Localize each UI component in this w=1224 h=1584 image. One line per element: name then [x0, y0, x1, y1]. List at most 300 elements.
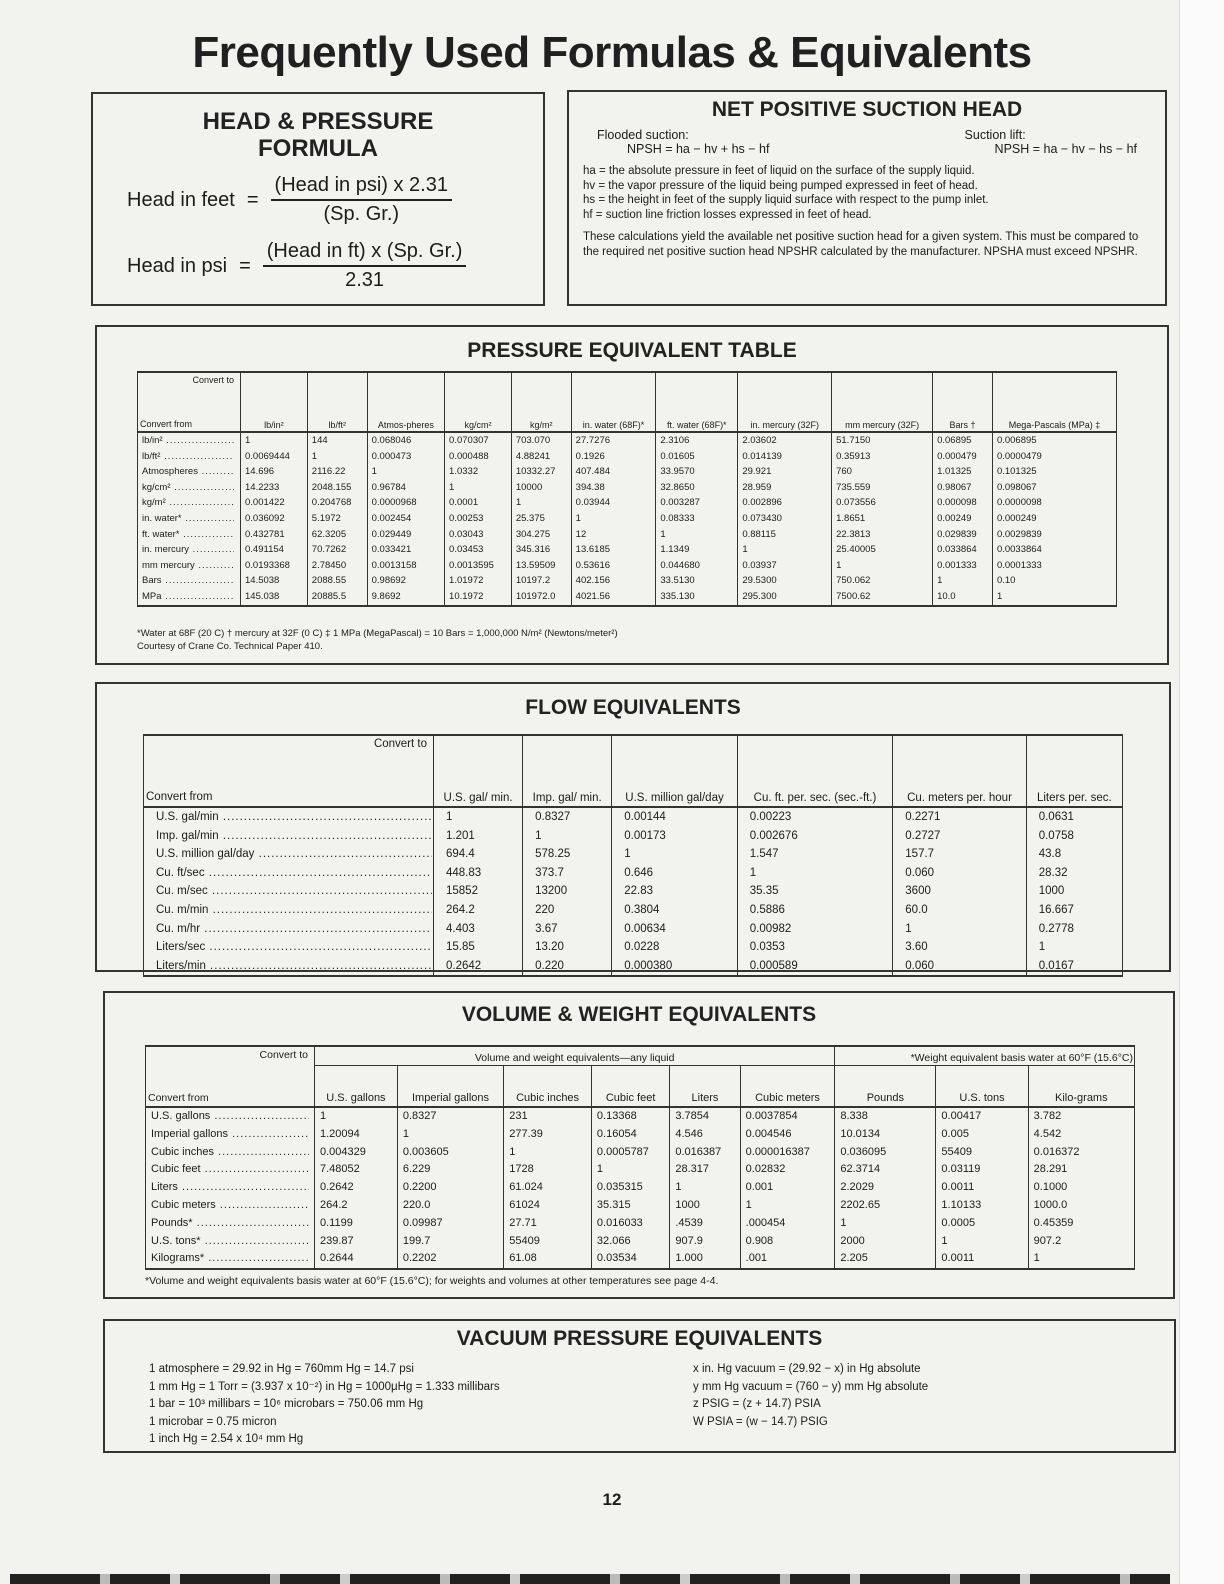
table-cell: 0.0000479: [992, 449, 1116, 465]
table-cell: 2.3106: [656, 432, 738, 449]
table-cell: 1.8651: [832, 511, 933, 527]
table-cell: 61.08: [504, 1250, 592, 1269]
row-label: Liters .....: [151, 1180, 309, 1196]
vacuum-box: [103, 1319, 1176, 1453]
table-cell: 0.00144: [612, 807, 738, 827]
row-label: MPa .....: [142, 590, 234, 604]
table-cell: .4539: [670, 1215, 740, 1233]
table-row: [144, 901, 1123, 920]
row-label: Cubic inches .....: [151, 1145, 309, 1161]
column-header: Mega-Pascals (MPa) ‡: [992, 372, 1116, 432]
table-cell: 394.38: [571, 480, 656, 496]
table-row: [144, 827, 1123, 846]
table-cell: 0.002896: [738, 495, 832, 511]
table-cell: 0.0005: [936, 1215, 1028, 1233]
table-cell: 0.016372: [1028, 1144, 1134, 1162]
table-cell: 10.0134: [835, 1126, 936, 1144]
table-row: [144, 807, 1123, 827]
head-pressure-heading: [93, 108, 543, 162]
row-label-cell: [144, 920, 434, 939]
table-cell: 373.7: [523, 864, 612, 883]
row-label: lb/ft² .....: [142, 450, 234, 464]
head-in-feet-formula: [127, 174, 452, 226]
row-label-cell: [138, 495, 241, 511]
table-cell: 0.45359: [1028, 1215, 1134, 1233]
table-cell: 62.3714: [835, 1161, 936, 1179]
table-cell: 0.029839: [933, 527, 993, 543]
table-cell: 0.0013158: [367, 558, 444, 574]
table-row: [146, 1233, 1135, 1251]
table-row: [144, 864, 1123, 883]
table-cell: 1.547: [737, 845, 893, 864]
column-header: Cubic feet: [591, 1066, 669, 1108]
table-cell: 1: [315, 1107, 398, 1126]
table-cell: 0.000488: [445, 449, 512, 465]
column-header: Imp. gal/ min.: [523, 735, 612, 807]
table-cell: 0.03937: [738, 558, 832, 574]
table-cell: 1: [740, 1197, 835, 1215]
table-cell: 907.9: [670, 1233, 740, 1251]
row-label-cell: [146, 1197, 315, 1215]
table-cell: 1: [656, 527, 738, 543]
vacuum-equivalence: x in. Hg vacuum = (29.92 − x) in Hg absolute: [693, 1363, 921, 1375]
table-cell: 277.39: [504, 1126, 592, 1144]
table-cell: 1000: [1026, 882, 1122, 901]
table-cell: 703.070: [511, 432, 571, 449]
table-cell: 0.0001: [445, 495, 512, 511]
table-cell: 70.7262: [307, 542, 367, 558]
row-label: Imp. gal/min .....: [156, 828, 432, 845]
table-cell: 61024: [504, 1197, 592, 1215]
table-cell: 295.300: [738, 589, 832, 606]
table-row: [138, 464, 1117, 480]
head-pressure-box: [91, 92, 545, 306]
table-cell: 1: [612, 845, 738, 864]
row-label-cell: [138, 542, 241, 558]
table-cell: 0.00173: [612, 827, 738, 846]
table-row: [146, 1215, 1135, 1233]
table-cell: 9.8692: [367, 589, 444, 606]
table-cell: 10332.27: [511, 464, 571, 480]
table-cell: 907.2: [1028, 1233, 1134, 1251]
flow-table-body: [144, 807, 1123, 976]
vacuum-equivalence: y mm Hg vacuum = (760 − y) mm Hg absolute: [693, 1380, 929, 1393]
table-cell: 0.002454: [367, 511, 444, 527]
corner-convert-from: Convert from: [140, 419, 193, 429]
table-cell: 0.068046: [367, 432, 444, 449]
table-cell: 1: [835, 1215, 936, 1233]
table-cell: 14.2233: [241, 480, 308, 496]
table-cell: 60.0: [893, 901, 1026, 920]
table-cell: 1.10133: [936, 1197, 1028, 1215]
table-cell: 1: [738, 542, 832, 558]
corner-convert-from: Convert from: [148, 1092, 209, 1104]
table-cell: 0.2642: [434, 957, 523, 977]
table-cell: 0.0029839: [992, 527, 1116, 543]
table-cell: 0.491154: [241, 542, 308, 558]
table-cell: 144: [307, 432, 367, 449]
table-cell: 0.03043: [445, 527, 512, 543]
table-cell: 0.001422: [241, 495, 308, 511]
column-header: lb/ft²: [307, 372, 367, 432]
table-cell: 0.0167: [1026, 957, 1122, 977]
table-row: [144, 845, 1123, 864]
table-cell: 32.8650: [656, 480, 738, 496]
table-cell: 0.2271: [893, 807, 1026, 827]
table-cell: 0.06895: [933, 432, 993, 449]
pressure-footnote-line2: Courtesy of Crane Co. Technical Paper 410.: [137, 641, 323, 652]
suction-lift-formula: NPSH = ha − hv − hs − hf: [994, 142, 1137, 156]
table-cell: 28.32: [1026, 864, 1122, 883]
table-cell: 1: [1026, 938, 1122, 957]
table-cell: 448.83: [434, 864, 523, 883]
column-header: U.S. gallons: [315, 1066, 398, 1108]
vacuum-equivalence: 1 inch Hg = 2.54 x 10⁴ mm Hg: [149, 1433, 304, 1445]
table-cell: 0.08333: [656, 511, 738, 527]
table-cell: 0.000479: [933, 449, 993, 465]
table-cell: 55409: [936, 1144, 1028, 1162]
table-cell: 0.16054: [591, 1126, 669, 1144]
table-row: [146, 1250, 1135, 1269]
table-cell: 2000: [835, 1233, 936, 1251]
table-cell: 0.00634: [612, 920, 738, 939]
table-row: [138, 573, 1117, 589]
scan-edge: [1179, 0, 1224, 1584]
table-cell: 0.003605: [397, 1144, 503, 1162]
row-label: U.S. gal/min .....: [156, 809, 432, 826]
table-corner: [146, 1046, 315, 1107]
table-cell: 0.00223: [737, 807, 893, 827]
table-row: [138, 542, 1117, 558]
row-label: Cu. m/sec .....: [156, 883, 432, 900]
row-label: U.S. tons* .....: [151, 1234, 309, 1250]
column-header: Cubic meters: [740, 1066, 835, 1108]
vacuum-equivalence: 1 atmosphere = 29.92 in Hg = 760mm Hg = 14.7 psi: [149, 1363, 414, 1375]
table-cell: 16.667: [1026, 901, 1122, 920]
table-corner: [138, 372, 241, 432]
column-header: mm mercury (32F): [832, 372, 933, 432]
table-cell: 0.35913: [832, 449, 933, 465]
table-cell: 101972.0: [511, 589, 571, 606]
table-cell: 1: [307, 449, 367, 465]
column-header: U.S. million gal/day: [612, 735, 738, 807]
row-label: kg/cm² .....: [142, 481, 234, 495]
row-label: Cubic feet .....: [151, 1162, 309, 1178]
table-cell: 22.3813: [832, 527, 933, 543]
table-cell: 2088.55: [307, 573, 367, 589]
table-cell: 0.03534: [591, 1250, 669, 1269]
table-cell: 1: [992, 589, 1116, 606]
pressure-table: [137, 371, 1117, 607]
table-cell: 402.156: [571, 573, 656, 589]
page-title: Frequently Used Formulas & Equivalents: [192, 28, 1032, 77]
table-cell: 10.0: [933, 589, 993, 606]
table-cell: 0.0000968: [367, 495, 444, 511]
table-row: [146, 1107, 1135, 1126]
vacuum-equivalence: 1 microbar = 0.75 micron: [149, 1415, 277, 1428]
row-label: Cu. m/min .....: [156, 902, 432, 919]
table-cell: 0.033421: [367, 542, 444, 558]
table-cell: 1: [523, 827, 612, 846]
table-row: [146, 1161, 1135, 1179]
table-cell: 1: [511, 495, 571, 511]
table-cell: 61.024: [504, 1179, 592, 1197]
table-cell: 345.316: [511, 542, 571, 558]
table-cell: 1000.0: [1028, 1197, 1134, 1215]
column-header: lb/in²: [241, 372, 308, 432]
table-cell: 0.5886: [737, 901, 893, 920]
table-cell: 0.3804: [612, 901, 738, 920]
group-header-any-liquid: Volume and weight equivalents—any liquid: [315, 1046, 835, 1066]
table-cell: 15.85: [434, 938, 523, 957]
table-cell: 0.035315: [591, 1179, 669, 1197]
table-cell: 220: [523, 901, 612, 920]
table-cell: 2.78450: [307, 558, 367, 574]
npsh-definition: hv = the vapor pressure of the liquid being pumped expressed in feet of head.: [583, 179, 978, 192]
corner-convert-from: Convert from: [146, 791, 213, 803]
table-cell: 0.036092: [241, 511, 308, 527]
table-cell: 0.0037854: [740, 1107, 835, 1126]
volume-heading: VOLUME & WEIGHT EQUIVALENTS: [461, 1003, 817, 1026]
table-cell: 29.921: [738, 464, 832, 480]
column-header: Atmos-pheres: [367, 372, 444, 432]
row-label-cell: [146, 1161, 315, 1179]
column-header: Bars †: [933, 372, 993, 432]
formula-lhs: Head in psi: [127, 254, 228, 277]
vacuum-left-column: [149, 1361, 500, 1449]
table-cell: 1: [591, 1161, 669, 1179]
row-label: in. water* .....: [142, 512, 234, 526]
table-row: [144, 920, 1123, 939]
table-cell: 14.5038: [241, 573, 308, 589]
row-label-cell: [146, 1107, 315, 1126]
volume-table: [145, 1045, 1135, 1270]
table-row: [146, 1197, 1135, 1215]
table-cell: 0.000589: [737, 957, 893, 977]
table-cell: 51.7150: [832, 432, 933, 449]
table-cell: 1.0332: [445, 464, 512, 480]
column-header: Cu. ft. per. sec. (sec.-ft.): [737, 735, 893, 807]
table-cell: 694.4: [434, 845, 523, 864]
npsh-equations: [583, 128, 1151, 156]
row-label-cell: [138, 573, 241, 589]
table-cell: 2.03602: [738, 432, 832, 449]
table-cell: 1: [367, 464, 444, 480]
table-cell: 22.83: [612, 882, 738, 901]
volume-group-row: [146, 1046, 1135, 1066]
npsh-definitions: [583, 164, 1151, 222]
table-cell: 0.98692: [367, 573, 444, 589]
table-cell: 735.559: [832, 480, 933, 496]
table-cell: 407.484: [571, 464, 656, 480]
head-pressure-heading-line1: HEAD & PRESSURE: [202, 108, 434, 135]
npsh-definition: ha = the absolute pressure in feet of liquid on the surface of the supply liquid.: [583, 165, 975, 177]
table-cell: 0.1199: [315, 1215, 398, 1233]
head-in-psi-formula: [127, 240, 466, 292]
flow-heading: FLOW EQUIVALENTS: [525, 696, 741, 719]
vacuum-heading: VACUUM PRESSURE EQUIVALENTS: [456, 1327, 823, 1350]
table-cell: 28.959: [738, 480, 832, 496]
row-label: mm mercury .....: [142, 559, 234, 573]
row-label: Cubic meters .....: [151, 1198, 309, 1214]
table-cell: 231: [504, 1107, 592, 1126]
table-cell: 1: [832, 558, 933, 574]
table-cell: 264.2: [315, 1197, 398, 1215]
table-cell: .000454: [740, 1215, 835, 1233]
npsh-definition: hs = the height in feet of the supply liquid surface with respect to the pump inlet.: [583, 194, 989, 206]
table-cell: 2116.22: [307, 464, 367, 480]
table-cell: 27.71: [504, 1215, 592, 1233]
table-cell: 1: [893, 920, 1026, 939]
table-cell: 760: [832, 464, 933, 480]
table-row: [138, 527, 1117, 543]
vacuum-equivalence: z PSIG = (z + 14.7) PSIA: [693, 1398, 821, 1410]
table-cell: 0.96784: [367, 480, 444, 496]
column-header: Imperial gallons: [397, 1066, 503, 1108]
row-label-cell: [138, 527, 241, 543]
table-cell: 0.03453: [445, 542, 512, 558]
column-header: Kilo-grams: [1028, 1066, 1134, 1108]
table-cell: 1.01325: [933, 464, 993, 480]
table-cell: 578.25: [523, 845, 612, 864]
vacuum-equivalence: W PSIA = (w − 14.7) PSIG: [693, 1415, 828, 1428]
table-cell: 0.0193368: [241, 558, 308, 574]
row-label: Liters/min .....: [156, 958, 432, 975]
row-label: kg/m² .....: [142, 496, 234, 510]
row-label: lb/in² .....: [142, 434, 234, 448]
table-cell: 0.03944: [571, 495, 656, 511]
corner-convert-to: Convert to: [192, 375, 234, 385]
table-cell: 2.205: [835, 1250, 936, 1269]
pressure-box: [95, 325, 1169, 665]
table-cell: 0.432781: [241, 527, 308, 543]
table-cell: 0.8327: [523, 807, 612, 827]
table-cell: 1.20094: [315, 1126, 398, 1144]
table-row: [146, 1126, 1135, 1144]
flooded-suction: [597, 128, 769, 156]
table-cell: 0.060: [893, 957, 1026, 977]
pressure-footnote: [137, 627, 618, 653]
table-cell: 199.7: [397, 1233, 503, 1251]
table-cell: 2048.155: [307, 480, 367, 496]
table-cell: 0.646: [612, 864, 738, 883]
table-cell: 1000: [670, 1197, 740, 1215]
table-cell: 0.000473: [367, 449, 444, 465]
table-cell: 0.000016387: [740, 1144, 835, 1162]
table-cell: 33.5130: [656, 573, 738, 589]
table-cell: 4.88241: [511, 449, 571, 465]
table-cell: 3.7854: [670, 1107, 740, 1126]
table-cell: 0.073556: [832, 495, 933, 511]
formula-fraction: [271, 174, 452, 226]
table-cell: 4.546: [670, 1126, 740, 1144]
flow-box: [95, 682, 1171, 972]
table-cell: 1728: [504, 1161, 592, 1179]
table-cell: 1: [241, 432, 308, 449]
scan-artifact-bar: [10, 1574, 1170, 1584]
table-cell: 0.98067: [933, 480, 993, 496]
column-header: Liters: [670, 1066, 740, 1108]
row-label-cell: [144, 957, 434, 977]
row-label: Liters/sec .....: [156, 939, 432, 956]
row-label: U.S. gallons .....: [151, 1109, 309, 1125]
table-cell: 0.0069444: [241, 449, 308, 465]
table-cell: 0.03119: [936, 1161, 1028, 1179]
table-cell: 0.00253: [445, 511, 512, 527]
table-cell: 0.0033864: [992, 542, 1116, 558]
table-cell: 0.014139: [738, 449, 832, 465]
table-cell: 157.7: [893, 845, 1026, 864]
suction-lift: [965, 128, 1137, 156]
column-header: Cubic inches: [504, 1066, 592, 1108]
column-header: Pounds: [835, 1066, 936, 1108]
row-label: Bars .....: [142, 574, 234, 588]
table-cell: 0.908: [740, 1233, 835, 1251]
table-cell: 0.002676: [737, 827, 893, 846]
table-cell: 145.038: [241, 589, 308, 606]
table-cell: 8.338: [835, 1107, 936, 1126]
table-cell: 0.00417: [936, 1107, 1028, 1126]
table-cell: 27.7276: [571, 432, 656, 449]
table-cell: 0.0353: [737, 938, 893, 957]
table-cell: 3.67: [523, 920, 612, 939]
row-label-cell: [138, 589, 241, 606]
table-cell: 1.000: [670, 1250, 740, 1269]
npsh-note: These calculations yield the available net positive suction head for a given system. This must be compared to the required net positive suction head NPSHR calculated by the manufacturer. NPSHA must exceed NPSHR.: [583, 231, 1139, 258]
table-cell: 0.0011: [936, 1250, 1028, 1269]
row-label: Cu. m/hr .....: [156, 921, 432, 938]
row-label-cell: [144, 864, 434, 883]
pressure-heading: PRESSURE EQUIVALENT TABLE: [467, 339, 797, 362]
row-label: in. mercury .....: [142, 543, 234, 557]
table-cell: 0.006895: [992, 432, 1116, 449]
table-cell: 1.1349: [656, 542, 738, 558]
table-cell: 13200: [523, 882, 612, 901]
table-cell: 32.066: [591, 1233, 669, 1251]
table-cell: 0.044680: [656, 558, 738, 574]
table-cell: 1: [670, 1179, 740, 1197]
page-number: 12: [602, 1490, 622, 1509]
npsh-box: [567, 90, 1167, 306]
table-cell: 1: [1028, 1250, 1134, 1269]
group-header-water-basis: *Weight equivalent basis water at 60°F (15.6°C): [835, 1046, 1135, 1066]
table-row: [138, 558, 1117, 574]
row-label: U.S. million gal/day .....: [156, 846, 432, 863]
table-cell: 1.01972: [445, 573, 512, 589]
pressure-header-row: [138, 372, 1117, 432]
row-label: Atmospheres .....: [142, 465, 234, 479]
table-cell: 5.1972: [307, 511, 367, 527]
row-label-cell: [144, 845, 434, 864]
row-label: ft. water* .....: [142, 528, 234, 542]
formula-denominator: (Sp. Gr.): [323, 203, 400, 225]
table-cell: 25.375: [511, 511, 571, 527]
table-cell: 1: [933, 573, 993, 589]
table-cell: 220.0: [397, 1197, 503, 1215]
table-corner: [144, 735, 434, 807]
table-cell: 3.782: [1028, 1107, 1134, 1126]
table-cell: 20885.5: [307, 589, 367, 606]
flooded-suction-formula: NPSH = ha − hv + hs − hf: [627, 142, 770, 156]
table-cell: 0.00249: [933, 511, 993, 527]
volume-box: [103, 991, 1175, 1299]
row-label-cell: [138, 480, 241, 496]
table-cell: 0.2200: [397, 1179, 503, 1197]
npsh-definition: hf = suction line friction losses expressed in feet of head.: [583, 208, 872, 221]
table-cell: 0.070307: [445, 432, 512, 449]
table-row: [144, 938, 1123, 957]
flow-table: [143, 734, 1123, 977]
